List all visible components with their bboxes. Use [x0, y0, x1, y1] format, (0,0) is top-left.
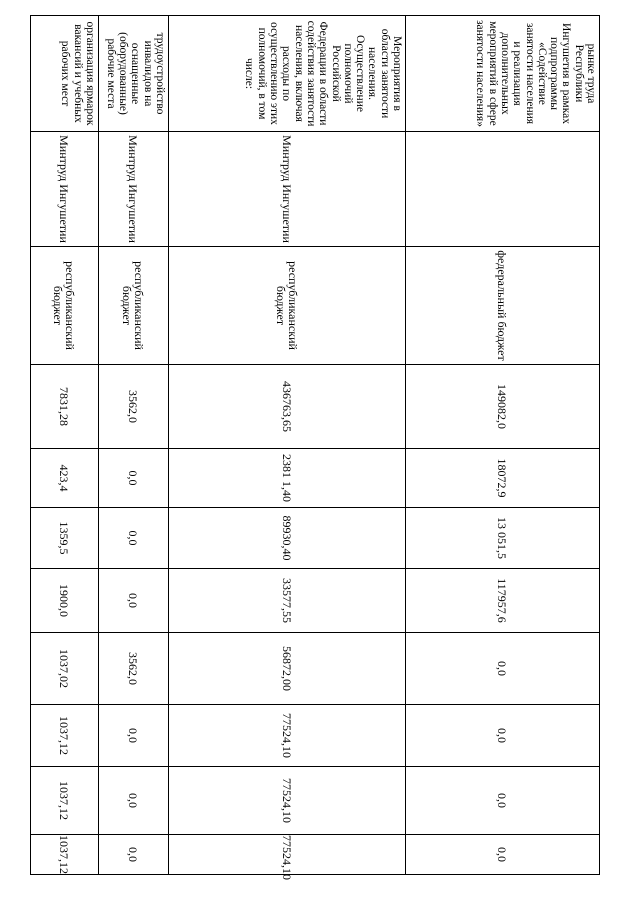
row-value: 3562,0	[126, 390, 141, 423]
row-funding-source: республиканский бюджет	[274, 261, 300, 350]
value-cell	[168, 449, 405, 508]
value-cell	[98, 365, 168, 449]
row-organization: Минтруд Ингушетии	[126, 135, 141, 243]
row-funding-source: республиканский бюджет	[51, 261, 78, 350]
value-cell	[98, 767, 168, 835]
table-row	[30, 15, 98, 875]
organization-cell	[405, 132, 600, 247]
row-value: 0,0	[126, 470, 141, 486]
source-cell	[30, 247, 98, 365]
row-value: 1037,12	[57, 835, 72, 874]
description-cell	[30, 15, 98, 132]
value-cell	[405, 569, 600, 633]
row-value: 3562,0	[126, 652, 141, 685]
row-value: 77524,10	[280, 835, 294, 880]
row-description: трудоустройство инвалидов на оснащенные (оборудованные) рабочие места	[104, 32, 166, 115]
value-cell	[168, 633, 405, 705]
value-cell	[98, 508, 168, 569]
row-description: организация ярмарок вакансий и учебных рабочих мест	[59, 21, 96, 126]
value-cell	[30, 767, 98, 835]
description-cell	[405, 15, 600, 132]
value-cell	[30, 569, 98, 633]
value-cell	[168, 835, 405, 880]
value-cell	[30, 633, 98, 705]
row-value: 56872,00	[280, 646, 294, 691]
value-cell	[405, 508, 600, 569]
value-cell	[98, 449, 168, 508]
description-cell	[168, 15, 405, 132]
value-cell	[30, 449, 98, 508]
row-value: 117957,6	[495, 578, 510, 623]
row-value: 1037,02	[57, 649, 72, 688]
row-value: 0,0	[126, 728, 141, 743]
row-value: 13 051,5	[495, 517, 510, 559]
row-value: 77524,10	[280, 778, 294, 823]
budget-table	[30, 15, 600, 880]
value-cell	[98, 633, 168, 705]
organization-cell	[168, 132, 405, 247]
row-funding-source: республиканский бюджет	[120, 261, 147, 350]
value-cell	[405, 449, 600, 508]
description-cell	[98, 15, 168, 132]
row-value: 423,4	[57, 464, 72, 492]
value-cell	[405, 633, 600, 705]
source-cell	[98, 247, 168, 365]
row-value: 1037,12	[57, 716, 72, 755]
row-value: 0,0	[495, 728, 510, 743]
row-value: 1037,12	[57, 781, 72, 820]
row-funding-source: федеральный бюджет	[495, 250, 510, 361]
value-cell	[98, 705, 168, 767]
source-cell	[168, 247, 405, 365]
value-cell	[30, 365, 98, 449]
row-organization: Минтруд Ингушетии	[280, 135, 294, 243]
row-value: 77524,10	[280, 713, 294, 758]
value-cell	[405, 365, 600, 449]
table-row	[168, 15, 405, 880]
value-cell	[405, 835, 600, 875]
row-description: рынке труда Республики Ингушетия в рамках подпрограммы «Содействие занятости населения и реализация дополнительных мероприятий в сфере занятости населения»	[474, 20, 597, 127]
row-value: 149082,0	[495, 384, 510, 429]
row-value: 0,0	[126, 847, 141, 862]
table-row	[98, 15, 168, 875]
organization-cell	[98, 132, 168, 247]
row-value: 0,0	[126, 530, 141, 546]
value-cell	[168, 365, 405, 449]
table-row	[405, 15, 600, 875]
row-value: 18072,9	[495, 458, 510, 498]
row-value: 7831,28	[57, 387, 72, 426]
value-cell	[98, 569, 168, 633]
source-cell	[405, 247, 600, 365]
row-value: 0,0	[495, 661, 510, 676]
row-value: 0,0	[495, 847, 510, 862]
row-organization: Минтруд Ингушетии	[57, 135, 72, 243]
value-cell	[30, 508, 98, 569]
row-value: 2381 1,40	[280, 454, 294, 502]
value-cell	[168, 767, 405, 835]
row-description: Мероприятия в области занятости населения. Осуществление полномочий Российской Федерации в области содействия занятости населения, включая расходы по осуществлению этих полномочий, в том числе:	[243, 20, 403, 127]
row-value: 89930,40	[280, 515, 294, 561]
value-cell	[168, 508, 405, 569]
value-cell	[30, 835, 98, 875]
row-value: 1359,5	[57, 521, 72, 555]
value-cell	[168, 705, 405, 767]
row-value: 0,0	[495, 793, 510, 808]
value-cell	[405, 767, 600, 835]
row-value: 0,0	[126, 793, 141, 808]
value-cell	[168, 569, 405, 633]
organization-cell	[30, 132, 98, 247]
row-value: 436763,65	[280, 381, 294, 432]
row-value: 0,0	[126, 593, 141, 608]
value-cell	[30, 705, 98, 767]
value-cell	[405, 705, 600, 767]
value-cell	[98, 835, 168, 875]
row-value: 1900,0	[57, 584, 72, 617]
row-value: 33577,55	[280, 578, 294, 623]
